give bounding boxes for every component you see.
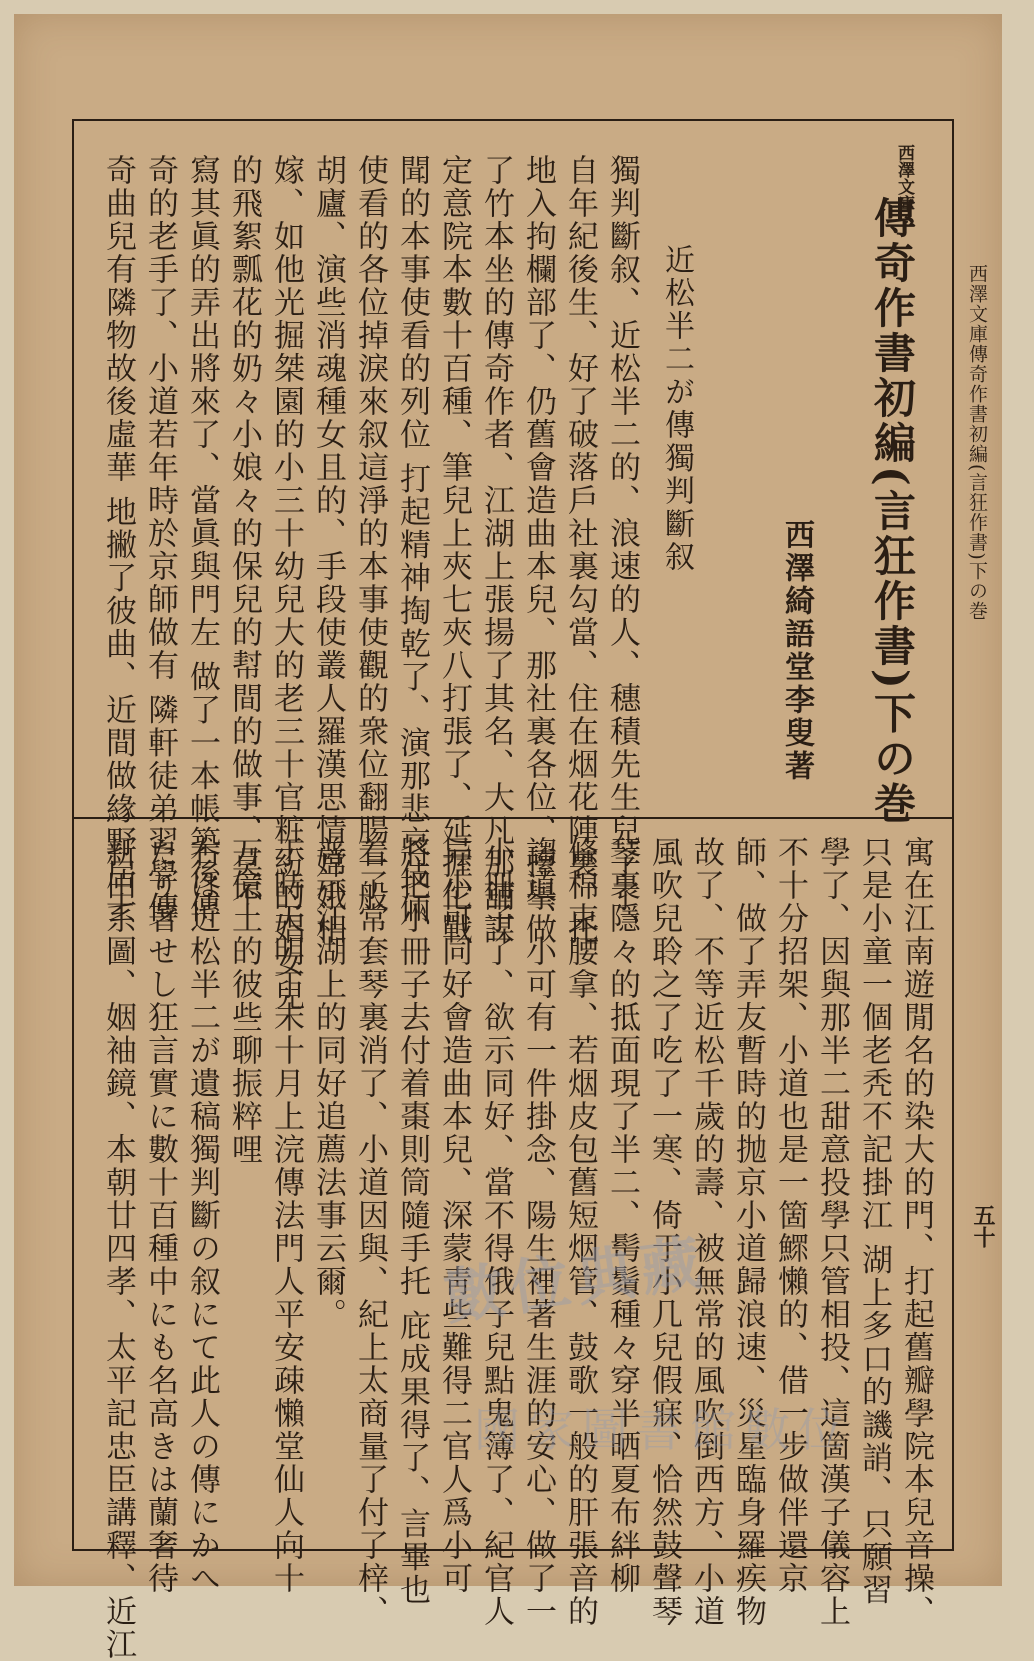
- upper-column: 奇曲兒有隣物故後虛華 地撇了彼曲、近間做緣野居士: [100, 154, 136, 925]
- upper-column: 了竹本坐的傳奇作者、江湖上張揚了其名、大凡那舖謀: [478, 154, 514, 946]
- section-title: 近松半二が傳獨判斷叙: [659, 244, 694, 574]
- running-head: 西澤文庫傳奇作書初編(言狂作書)下の巻: [966, 264, 988, 621]
- upper-column: 奇的老手了、小道若年時於京師做有 隣軒徒弟習學傳: [142, 154, 178, 925]
- lower-column: 不十分招架、小道也是一箇鰥懶的、借一步做伴還京: [772, 836, 808, 1595]
- lower-column: 着了常套琴裏消了、小道因與、紀上太商量了付了梓、: [352, 836, 388, 1628]
- series-name: 西澤文庫: [894, 144, 914, 212]
- upper-column: 寫其眞的弄出將來了、當眞與門左 做了一本帳築後傳: [184, 154, 220, 925]
- lower-column: 小冊子了、欲示同好、當不得俄子兒點鬼簿了、紀官人: [478, 836, 514, 1628]
- lower-column: たり著せし狂言實に數十百種中にも名高きは蘭奢待: [142, 836, 178, 1595]
- upper-column: 使看的各位掉淚來叙這淨的本事使觀的衆位翻腸一般: [352, 154, 388, 913]
- page-number: 五十: [970, 1204, 996, 1248]
- lower-column: 寓在江南遊閒名的染大的門、打起舊瓣學院本兒音操、: [898, 836, 934, 1628]
- upper-column: 地入拘欄部了、仍舊會造曲本兒、那社裏各位、擡擧做: [520, 154, 556, 946]
- upper-column: 定意院本數十百種、筆兒上夾七夾八打張了、延握佗戰: [436, 154, 472, 946]
- lower-column: 故了、不等近松千歲的壽、被無常的風吹倒西方、小道: [688, 836, 724, 1628]
- upper-column: 胡廬、演些消魂種女且的、手段使叢人羅漢思情嫦娥相: [310, 154, 346, 946]
- lower-column: 于時天明丁未十月上浣傳法門人平安疎懶堂仙人向十: [268, 836, 304, 1595]
- upper-column: 聞的本事使看的列位 打起精神掏乾了、演那悲哀伎倆: [394, 154, 430, 925]
- book-title: 傳奇作書初編(言狂作書)下の巻: [868, 196, 917, 827]
- upper-column: 自年紀後生、好了破落戶社裏勾當、住在烟花陣裏、托: [562, 154, 598, 946]
- lower-column: 琴裏隱々的抵面現了半二、髩鬚種々穿半晒夏布絆柳: [604, 836, 640, 1595]
- lower-column: 异小可同好會造曲本兒、深蒙靑些難得二官人爲小可: [436, 836, 472, 1595]
- lower-column: 師、做了弄友暫時的抛京小道歸浪速、災星臨身羅疾物: [730, 836, 766, 1628]
- upper-column: 的飛絮瓢花的奶々小娘々的保兒的幇間的做事、莫不: [226, 154, 262, 913]
- lower-column: 條棉束腰拿、若烟皮包舊短烟管、鼓歌一般的肝張音的: [562, 836, 598, 1628]
- book-page: [14, 14, 1002, 1661]
- author-line: 西澤綺語堂李叟著: [779, 519, 814, 783]
- lower-column: 謅道、小可有一件掛念、陽生裡著生涯的安心、做了一: [520, 836, 556, 1628]
- library-watermark: 數位典藏: [440, 1227, 712, 1334]
- upper-column: 獨判斷叙、近松半二的、浪速的人、穗積先生兒子了、: [604, 154, 640, 946]
- lower-column: 風吹兒聆之了吃了一寒、倚于小几兒假寐、恰然鼓聲琴: [646, 836, 682, 1628]
- upper-column: 嫁、如他光掘桀園的小三十幼兒大的老三十官粧紛的娼女兒: [268, 154, 304, 1012]
- lower-column: 右は近松半二が遺稿獨判斷の叙にて此人の傳にかへ: [184, 836, 220, 1595]
- library-watermark-sub: 國家圖書館數位: [474, 1403, 852, 1457]
- lower-column: 万億土的彼些聊振粹哩: [226, 836, 262, 1166]
- lower-column: 新田系圖、姻袖鏡、本朝廿四孝、太平記忠臣講釋、近江: [100, 836, 136, 1661]
- lower-column: 只是小童一個老秃不記掛江 湖上多口的譏誚、只願習: [856, 836, 892, 1607]
- lower-column: 將把小冊子去付着棗則筒隨手托 庇成果得了、言畢也: [394, 836, 430, 1607]
- lower-column: 普示江湖上的同好追薦法事云爾。: [310, 836, 346, 1331]
- lower-column: 學了、因與那半二甜意投學只管相投、這箇漢子儀容上: [814, 836, 850, 1628]
